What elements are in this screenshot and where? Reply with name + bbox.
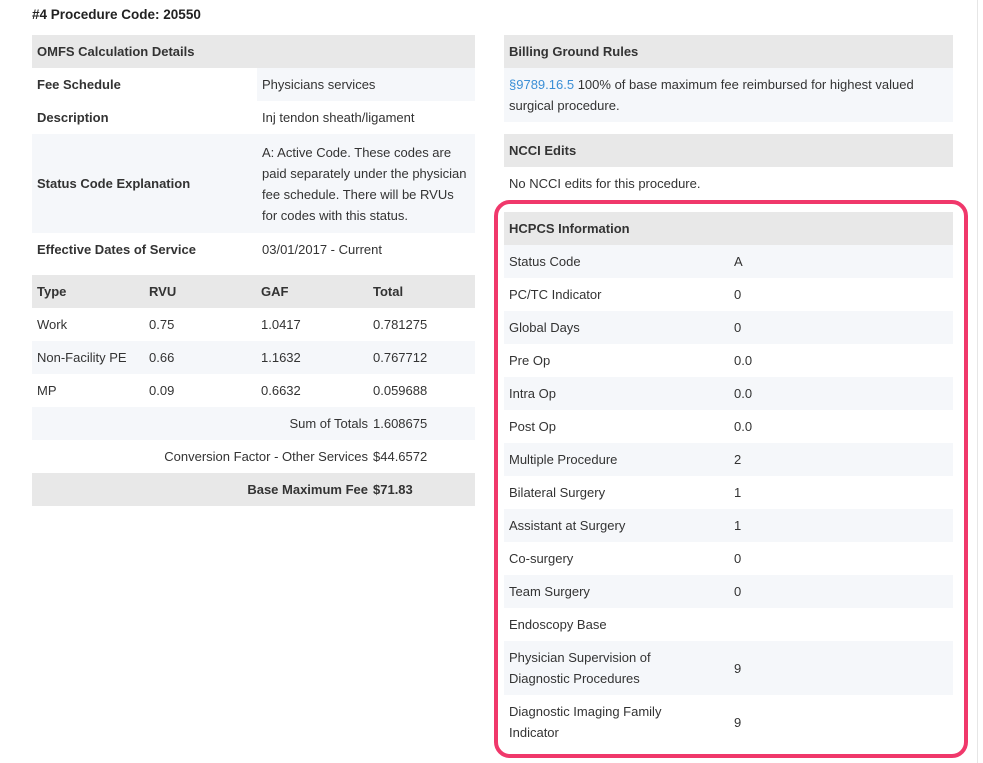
- table-row: [504, 443, 953, 476]
- table-row: [504, 695, 953, 749]
- bilateral-surgery-value: 1: [734, 485, 742, 500]
- status-code-explanation-value: A: Active Code. These codes are paid separately under the physician fee schedule. There will be RVUs for codes with this status.: [257, 134, 475, 233]
- table-row: [504, 509, 953, 542]
- rvu-cell: 0.059688: [373, 383, 428, 398]
- rvu-table: [32, 275, 475, 506]
- ncci-header-row: [504, 134, 953, 167]
- table-row: [504, 377, 953, 410]
- description-value: Inj tendon sheath/ligament: [262, 110, 415, 125]
- billing-header: Billing Ground Rules: [509, 44, 639, 59]
- billing-rule-text: 100% of base maximum fee reimbursed for highest valued surgical procedure.: [509, 77, 914, 113]
- table-row: [504, 575, 953, 608]
- hcpcs-header: HCPCS Information: [509, 221, 630, 236]
- rvu-cell: 1.0417: [261, 317, 301, 332]
- table-row: [32, 134, 475, 233]
- table-row: [32, 101, 475, 134]
- ncci-text: No NCCI edits for this procedure.: [509, 176, 701, 191]
- endoscopy-base-value: [729, 608, 953, 641]
- conversion-factor-row: [32, 440, 475, 473]
- type-column-header: Type: [37, 284, 67, 299]
- diagnostic-imaging-family-label: Diagnostic Imaging Family Indicator: [509, 704, 662, 740]
- hcpcs-header-row: [504, 212, 953, 245]
- hcpcs-information-table: [504, 212, 953, 749]
- assistant-at-surgery-value: 1: [734, 518, 742, 533]
- table-row: [504, 476, 953, 509]
- rvu-cell: 1.1632: [261, 350, 301, 365]
- status-code-explanation-label: Status Code Explanation: [32, 134, 257, 233]
- ncci-text-row: [504, 167, 953, 200]
- status-code-value: A: [734, 254, 743, 269]
- rvu-cell: 0.66: [149, 350, 175, 365]
- pc-tc-indicator-label: PC/TC Indicator: [509, 287, 602, 302]
- billing-header-row: [504, 35, 953, 68]
- rvu-cell: 0.767712: [373, 350, 428, 365]
- rvu-cell: 0.09: [149, 383, 175, 398]
- total-column-header: Total: [373, 284, 404, 299]
- sum-of-totals-value: 1.608675: [373, 416, 428, 431]
- fee-schedule-value: Physicians services: [257, 68, 475, 101]
- multiple-procedure-value: 2: [734, 452, 742, 467]
- rvu-header-row: [32, 275, 475, 308]
- table-row: [32, 233, 475, 266]
- table-row: [32, 308, 475, 341]
- table-row: [504, 245, 953, 278]
- team-surgery-value: 0: [734, 584, 742, 599]
- global-days-label: Global Days: [509, 320, 580, 335]
- rvu-column-header: RVU: [149, 284, 177, 299]
- table-row: [504, 641, 953, 695]
- endoscopy-base-label: Endoscopy Base: [509, 617, 607, 632]
- fee-schedule-label: Fee Schedule: [37, 77, 121, 92]
- pre-op-value: 0.0: [734, 353, 753, 368]
- multiple-procedure-label: Multiple Procedure: [509, 452, 618, 467]
- billing-ground-rules-table: [504, 35, 953, 122]
- rvu-cell: 0.6632: [261, 383, 301, 398]
- global-days-value: 0: [734, 320, 742, 335]
- conversion-factor-label: Conversion Factor - Other Services: [164, 449, 368, 464]
- effective-dates-value: 03/01/2017 - Current: [262, 242, 382, 257]
- table-row: [504, 311, 953, 344]
- omfs-header-row: [32, 35, 475, 68]
- intra-op-label: Intra Op: [509, 386, 556, 401]
- sum-of-totals-row: [32, 407, 475, 440]
- sum-of-totals-label: Sum of Totals: [289, 416, 368, 431]
- bilateral-surgery-label: Bilateral Surgery: [509, 485, 606, 500]
- diagnostic-imaging-family-value: 9: [734, 714, 742, 730]
- rvu-cell: Work: [37, 317, 68, 332]
- rvu-cell: MP: [37, 383, 57, 398]
- rvu-cell: 0.781275: [373, 317, 428, 332]
- ncci-header: NCCI Edits: [509, 143, 577, 158]
- intra-op-value: 0.0: [734, 386, 753, 401]
- rvu-cell: Non-Facility PE: [37, 350, 127, 365]
- gaf-column-header: GAF: [261, 284, 289, 299]
- procedure-title: #4 Procedure Code: 20550: [32, 7, 201, 22]
- regulation-link[interactable]: §9789.16.5: [509, 77, 575, 92]
- table-row: [504, 344, 953, 377]
- table-row: [32, 68, 475, 101]
- pc-tc-indicator-value: 0: [734, 287, 742, 302]
- base-maximum-fee-value: $71.83: [373, 482, 413, 497]
- table-row: [32, 341, 475, 374]
- base-maximum-fee-row: [32, 473, 475, 506]
- co-surgery-value: 0: [734, 551, 742, 566]
- billing-rule-row: [504, 68, 953, 122]
- pre-op-label: Pre Op: [509, 353, 551, 368]
- omfs-header: OMFS Calculation Details: [37, 44, 195, 59]
- post-op-label: Post Op: [509, 419, 556, 434]
- table-row: [504, 542, 953, 575]
- status-code-label: Status Code: [509, 254, 581, 269]
- table-row: [32, 374, 475, 407]
- team-surgery-label: Team Surgery: [509, 584, 590, 599]
- description-label: Description: [37, 110, 109, 125]
- table-row: [504, 608, 953, 641]
- physician-supervision-value: 9: [734, 660, 742, 676]
- rvu-cell: 0.75: [149, 317, 175, 332]
- omfs-calculation-table: [32, 35, 475, 266]
- table-row: [504, 410, 953, 443]
- physician-supervision-label: Physician Supervision of Diagnostic Procedures: [509, 650, 651, 686]
- co-surgery-label: Co-surgery: [509, 551, 574, 566]
- conversion-factor-value: $44.6572: [373, 449, 428, 464]
- post-op-value: 0.0: [734, 419, 753, 434]
- assistant-at-surgery-label: Assistant at Surgery: [509, 518, 626, 533]
- billing-rule: [504, 68, 953, 122]
- base-maximum-fee-label: Base Maximum Fee: [247, 482, 368, 497]
- effective-dates-label: Effective Dates of Service: [37, 242, 196, 257]
- ncci-edits-table: [504, 134, 953, 200]
- table-row: [504, 278, 953, 311]
